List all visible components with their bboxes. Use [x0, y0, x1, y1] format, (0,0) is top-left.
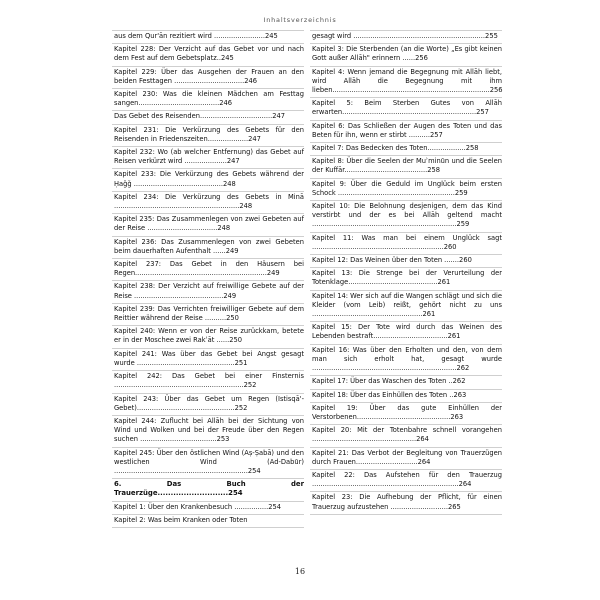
toc-entry: Kapitel 18: Über das Einhüllen des Toten ..263 [310, 390, 502, 403]
toc-entry: Kapitel 6: Das Schließen der Augen des Toten und das Beten für ihn, wenn er stirbt ..........257 [310, 121, 502, 143]
toc-entry: Kapitel 232: Wo (ab welcher Entfernung) das Gebet auf Reisen verkürzt wird ....................247 [112, 147, 304, 169]
toc-entry: Kapitel 19: Über das gute Einhüllen der Verstorbenen............................................263 [310, 403, 502, 425]
toc-entry: Kapitel 14: Wer sich auf die Wangen schlägt und sich die Kleider (vom Leib) reißt, gehört nicht zu uns ....................................................261 [310, 291, 502, 323]
toc-entry: Kapitel 245: Über den östlichen Wind (Aṣ-Ṣabā) und den westlichen Wind (Ad-Dabūr) ...............................................................254 [112, 448, 304, 480]
toc-entry: Kapitel 20: Mit der Totenbahre schnell vorangehen .................................................264 [310, 425, 502, 447]
toc-entry: Kapitel 240: Wenn er von der Reise zurückkam, betete er in der Moschee zwei Rakʿāt ......250 [112, 326, 304, 348]
toc-entry: Kapitel 228: Der Verzicht auf das Gebet vor und nach dem Fest auf dem Gebetsplatz..245 [112, 44, 304, 66]
toc-left-column [112, 30, 304, 528]
toc-entry: Kapitel 243: Über das Gebet um Regen (Istisqā'-Gebet)..............................................252 [112, 394, 304, 416]
toc-entry: Kapitel 241: Was über das Gebet bei Angst gesagt wurde ..............................................251 [112, 349, 304, 371]
toc-entry: Kapitel 5: Beim Sterben Gutes von Allāh erwarten...............................................................257 [310, 98, 502, 120]
toc-entry: Kapitel 244: Zuflucht bei Allāh bei der Sichtung von Wind und Wolken und bei der Freude über den Regen suchen ....................................253 [112, 416, 304, 448]
toc-entry: Das Gebet des Reisenden..................................247 [112, 111, 304, 124]
toc-entry: Kapitel 8: Über die Seelen der Muʾminūn und die Seelen der Kuffār.......................................258 [310, 156, 502, 178]
toc-entry: Kapitel 1: Über den Krankenbesuch ................254 [112, 502, 304, 515]
toc-entry: Kapitel 3: Die Sterbenden (an die Worte) „Es gibt keinen Gott außer Allāh" erinnern ......256 [310, 44, 502, 66]
toc-entry: Kapitel 239: Das Verrichten freiwilliger Gebete auf dem Reittier während der Reise ..........250 [112, 304, 304, 326]
toc-entry: Kapitel 16: Was über den Erholten und den, von dem man sich erholt hat, gesagt wurde ....................................................................262 [310, 345, 502, 377]
toc-entry: Kapitel 17: Über das Waschen des Toten ..262 [310, 376, 502, 389]
page-header: Inhaltsverzeichnis [263, 16, 337, 24]
toc-section-heading: 6. Das Buch der Trauerzüge...........................254 [112, 479, 304, 501]
toc-entry: Kapitel 23: Die Aufhebung der Pflicht, für einen Trauerzug aufzustehen ...........................265 [310, 492, 502, 514]
toc-entry: gesagt wird ..............................................................255 [310, 31, 502, 44]
toc-entry: aus dem Qur'ān rezitiert wird ........................245 [112, 31, 304, 44]
toc-entry: Kapitel 10: Die Belohnung desjenigen, dem das Kind verstirbt und der es bei Allāh geltend macht ....................................................................259 [310, 201, 502, 233]
toc-entry: Kapitel 13: Die Strenge bei der Verurteilung der Totenklage..........................................261 [310, 268, 502, 290]
toc-entry: Kapitel 12: Das Weinen über den Toten .......260 [310, 255, 502, 268]
toc-entry: Kapitel 238: Der Verzicht auf freiwillige Gebete auf der Reise ..........................................249 [112, 281, 304, 303]
toc-entry: Kapitel 9: Über die Geduld im Unglück beim ersten Schock .......................................................259 [310, 179, 502, 201]
toc-entry: Kapitel 235: Das Zusammenlegen von zwei Gebeten auf der Reise .................................248 [112, 214, 304, 236]
toc-entry: Kapitel 11: Was man bei einem Unglück sagt ..............................................................260 [310, 233, 502, 255]
toc-right-column [310, 30, 502, 515]
toc-entry: Kapitel 22: Das Aufstehen für den Trauerzug .....................................................................264 [310, 470, 502, 492]
toc-entry: Kapitel 234: Die Verkürzung des Gebets in Minā ...........................................................248 [112, 192, 304, 214]
toc-entry: Kapitel 230: Was die kleinen Mädchen am Festtag sangen......................................246 [112, 89, 304, 111]
page-number: 16 [294, 567, 306, 576]
toc-entry: Kapitel 229: Über das Ausgehen der Frauen an den beiden Festtagen .................................246 [112, 67, 304, 89]
toc-entry: Kapitel 233: Die Verkürzung des Gebets während der Ḥaǧǧ ..........................................248 [112, 169, 304, 191]
toc-entry: Kapitel 237: Das Gebet in den Häusern bei Regen..............................................................249 [112, 259, 304, 281]
toc-entry: Kapitel 7: Das Bedecken des Toten..................258 [310, 143, 502, 156]
toc-entry: Kapitel 2: Was beim Kranken oder Toten [112, 515, 304, 528]
toc-entry: Kapitel 242: Das Gebet bei einer Finsternis .............................................................252 [112, 371, 304, 393]
toc-entry: Kapitel 15: Der Tote wird durch das Weinen des Lebenden bestraft...................................261 [310, 322, 502, 344]
toc-entry: Kapitel 4: Wenn jemand die Begegnung mit Allāh liebt, wird Allāh die Begegnung mit ihm lieben..........................................................................256 [310, 67, 502, 99]
toc-entry: Kapitel 236: Das Zusammenlegen von zwei Gebeten beim dauerhaften Aufenthalt ......249 [112, 237, 304, 259]
toc-entry: Kapitel 21: Das Verbot der Begleitung von Trauerzügen durch Frauen.............................264 [310, 448, 502, 470]
toc-entry: Kapitel 231: Die Verkürzung des Gebets für den Reisenden in Friedenszeiten...................247 [112, 125, 304, 147]
